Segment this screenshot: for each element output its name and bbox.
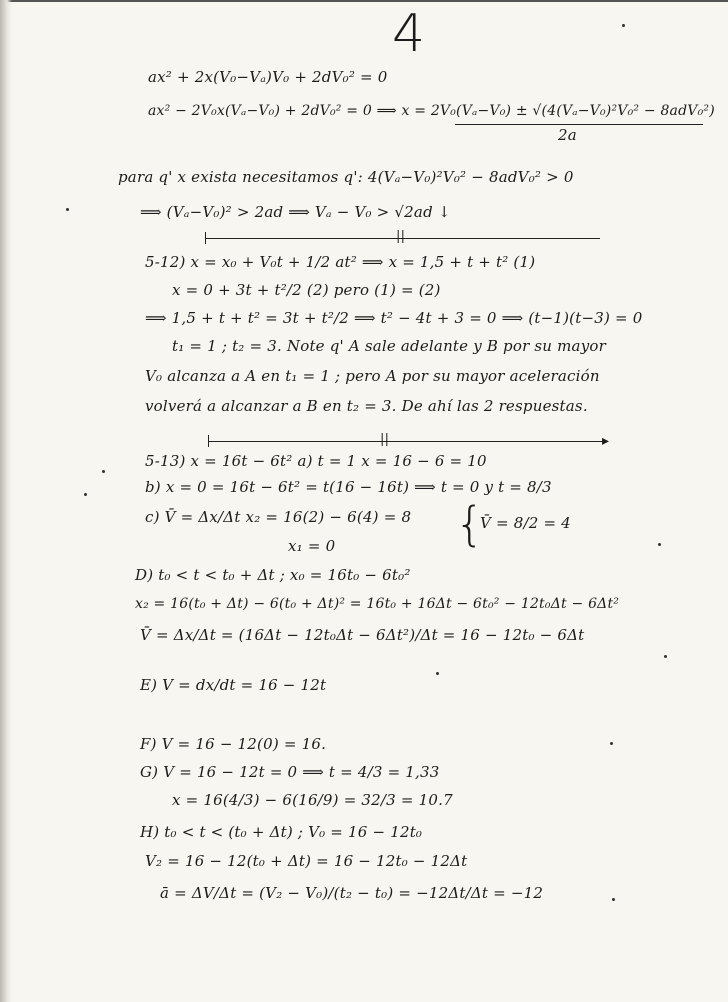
problem-5-13-line-g2: x = 16(4/3) − 6(16/9) = 32/3 = 10.7 — [172, 791, 453, 809]
scan-dot — [436, 672, 439, 675]
scan-dot — [622, 24, 625, 27]
problem-5-12-line-3: ⟹ 1,5 + t + t² = 3t + t²/2 ⟹ t² − 4t + 3 = 0 ⟹ (t−1)(t−3) = 0 — [145, 309, 643, 327]
problem-5-13-line-a: 5-13) x = 16t − 6t² a) t = 1 x = 16 − 6 = 10 — [145, 452, 487, 470]
scan-dot — [102, 470, 105, 473]
scan-dot — [664, 655, 667, 658]
curly-brace: { — [455, 497, 485, 551]
parallel-mark: || — [396, 229, 406, 244]
problem-5-12-line-5: V₀ alcanza a A en t₁ = 1 ; pero A por su mayor aceleración — [145, 367, 600, 385]
problem-5-13-line-f: F) V = 16 − 12(0) = 16. — [140, 735, 327, 753]
equation-denominator: 2a — [558, 126, 577, 144]
separator-tick-left — [205, 232, 206, 244]
equation-line-2: ax² − 2V₀x(Vₐ−V₀) + 2dV₀² = 0 ⟹ x = 2V₀(Vₐ−V₀) ± √(4(Vₐ−V₀)²V₀² − 8adV₀²) — [148, 103, 715, 119]
page-number: 4 — [392, 4, 426, 64]
section-separator-2 — [208, 441, 608, 442]
problem-5-13-line-h: H) t₀ < t < (t₀ + Δt) ; V₀ = 16 − 12t₀ — [140, 823, 423, 841]
condition-result: ⟹ (Vₐ−V₀)² > 2ad ⟹ Vₐ − V₀ > √2ad ↓ — [140, 203, 451, 221]
problem-5-13-line-g: G) V = 16 − 12t = 0 ⟹ t = 4/3 = 1,33 — [140, 763, 440, 781]
problem-5-12-line-6: volverá a alcanzar a B en t₂ = 3. De ahí las 2 respuestas. — [145, 397, 588, 415]
problem-5-13-line-b: b) x = 0 = 16t − 6t² = t(16 − 16t) ⟹ t = 0 y t = 8/3 — [145, 478, 552, 496]
problem-5-12-line-1: 5-12) x = x₀ + V₀t + 1/2 at² ⟹ x = 1,5 + t + t² (1) — [145, 253, 536, 271]
problem-5-13-line-d2: x₂ = 16(t₀ + Δt) − 6(t₀ + Δt)² = 16t₀ + 16Δt − 6t₀² − 12t₀Δt − 6Δt² — [135, 596, 620, 612]
scan-dot — [84, 493, 87, 496]
scan-dot — [66, 208, 69, 211]
average-velocity-result: V̄ = 8/2 = 4 — [480, 514, 571, 532]
condition-line: para q' x exista necesitamos q': 4(Vₐ−V₀)²V₀² − 8adV₀² > 0 — [118, 168, 574, 186]
separator-tick-left-2 — [208, 435, 209, 447]
arrow-right-icon: ▸ — [602, 433, 610, 449]
parallel-mark-2: || — [380, 432, 390, 447]
top-edge-line — [0, 0, 728, 2]
problem-5-13-line-d: D) t₀ < t < t₀ + Δt ; x₀ = 16t₀ − 6t₀² — [135, 566, 411, 584]
problem-5-13-line-d3: V̄ = Δx/Δt = (16Δt − 12t₀Δt − 6Δt²)/Δt = 16 − 12t₀ − 6Δt — [140, 626, 585, 644]
equation-line-1: ax² + 2x(V₀−Vₐ)V₀ + 2dV₀² = 0 — [148, 68, 388, 86]
problem-5-13-line-h2: V₂ = 16 − 12(t₀ + Δt) = 16 − 12t₀ − 12Δt — [145, 852, 468, 870]
scan-dot — [612, 898, 615, 901]
problem-5-13-line-e: E) V = dx/dt = 16 − 12t — [140, 676, 327, 694]
fraction-bar — [455, 124, 703, 125]
problem-5-13-x1: x₁ = 0 — [288, 537, 336, 555]
problem-5-12-line-4: t₁ = 1 ; t₂ = 3. Note q' A sale adelante y B por su mayor — [172, 337, 606, 355]
problem-5-13-line-h3: ā = ΔV/Δt = (V₂ − V₀)/(t₂ − t₀) = −12Δt/Δt = −12 — [160, 884, 544, 902]
problem-5-13-line-c: c) V̄ = Δx/Δt x₂ = 16(2) − 6(4) = 8 — [145, 508, 412, 526]
scan-dot — [610, 742, 613, 745]
scan-dot — [658, 543, 661, 546]
problem-5-12-line-2: x = 0 + 3t + t²/2 (2) pero (1) = (2) — [172, 281, 441, 299]
scan-edge-shadow — [0, 0, 12, 1002]
